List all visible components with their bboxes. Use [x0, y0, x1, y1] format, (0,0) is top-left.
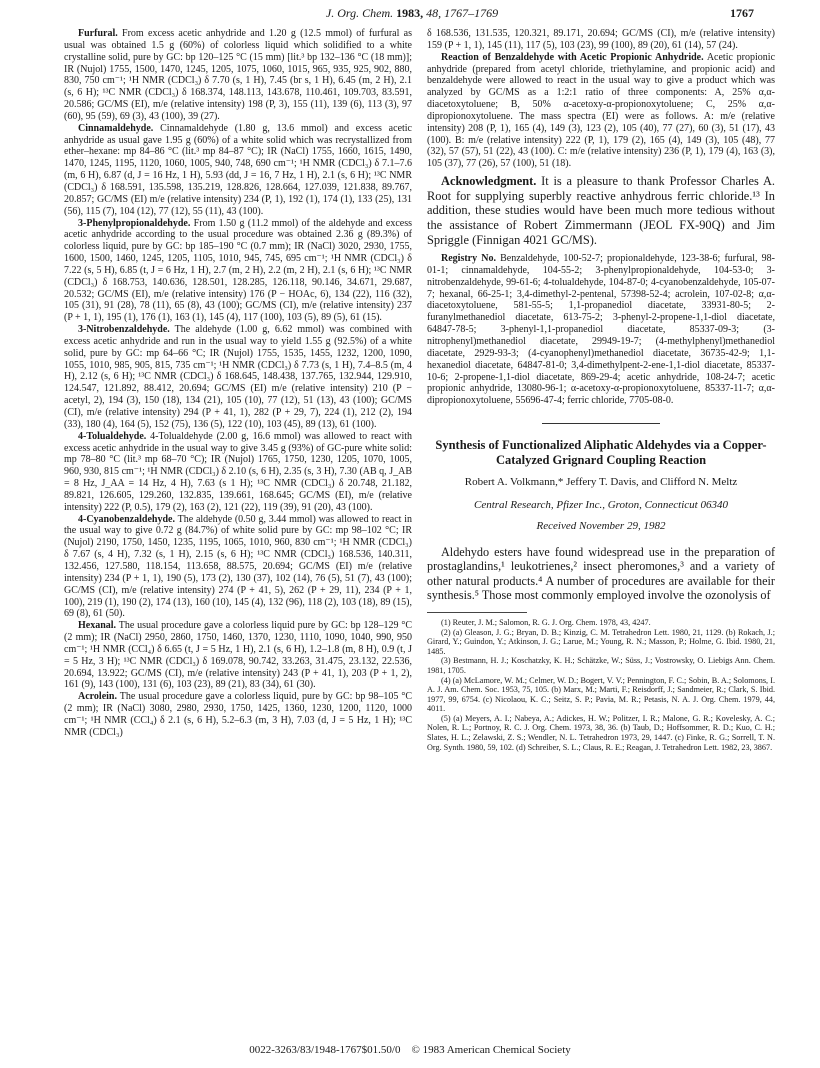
paragraph-heading: Registry No.	[441, 253, 496, 265]
footnote: (5) (a) Meyers, A. I.; Nabeya, A.; Adickes, H. W.; Politzer, I. R.; Malone, G. R.; Kovelesky, A. C.; Nolen, R. L.; Portnoy, R. C. J. Org. Chem. 1973, 38, 36. (b) Taub, D.; Hoffsommer, R. D.; Kuo, C. H.; Slates, H. L.; Zelawski, Z. S.; Wendler, N. L. Tetrahedron 1973, 29, 1447. (c) Finke, R. G.; Sorrell, T. N. Org. Synth. 1980, 59, 102. (d) Schreiber, S. L.; Claus, R. E.; Reagan, J. Tetrahedron Lett. 1982, 23, 3867.	[427, 713, 775, 752]
paragraph-text: 4-Tolualdehyde (2.00 g, 16.6 mmol) was allowed to react with excess acetic anhydride in the usual way to give 3.45 g (93%) of GC-pure white solid: mp 78–80 °C (lit.³ mp 68–70 °C); IR (Nujol) 1765, 1750, 1230, 1205, 1070, 1005, 960, 930, 815 cm⁻¹; ¹H NMR (CDCl₃) δ 2.10 (s, 6 H), 2.35 (s, 3 H), 7.30 (AB q, J_AB = 8 Hz, J_AA = 14 Hz, 4 H), 7.63 (s 1 H); ¹³C NMR (CDCl₃) δ 20.748, 21.182, 89.821, 126.605, 129.260, 132.835, 139.661, 168.645; GC/MS (EI), m/e (relative intensity) 222 (P, 0.5), 179 (2), 163 (2), 121 (22), 119 (39), 91 (20), 43 (100).	[64, 430, 412, 513]
paragraph-heading: Reaction of Benzaldehyde with Acetic Propionic Anhydride.	[441, 51, 704, 63]
paragraph-text: It is a pleasure to thank Professor Charles A. Root for supplying superbly reactive anhydrous ferric chloride.¹³ In addition, these studies would have been much more tedious without the assistance of Robert Zimmermann (JEOL FX-90Q) and Jim Spriggle (Finnigan 4021 GC/MS).	[427, 174, 775, 247]
journal-volume: 48,	[426, 6, 442, 20]
phenylpropionaldehyde-paragraph	[64, 218, 412, 325]
continuation-paragraph: δ 168.536, 131.535, 120.321, 89.171, 20.694; GC/MS (CI), m/e (relative intensity) 159 (P + 1, 1), 145 (11), 117 (5), 103 (23), 99 (100), 89 (20), 61 (14), 57 (24).	[427, 28, 775, 51]
paragraph-heading: 3-Phenylpropionaldehyde.	[78, 217, 191, 229]
footnote: (2) (a) Gleason, J. G.; Bryan, D. B.; Kinzig, C. M. Tetrahedron Lett. 1980, 21, 1129. (b) Rokach, J.; Girard, Y.; Guindon, Y.; Atkinson, J. G.; Larue, M.; Young, R. N.; Masson, P.; Holme, G. Ibid. 1980, 21, 1485.	[427, 627, 775, 656]
paragraph-text: The aldehyde (1.00 g, 6.62 mmol) was combined with excess acetic anhydride and run in the usual way to yield 1.55 g (92.5%) of a white solid, pure by GC: mp 64–66 °C; IR (Nujol) 1755, 1535, 1455, 1232, 1200, 1090, 1055, 1010, 985, 905, 815, 735 cm⁻¹; ¹H NMR (CDCl₃) δ 7.73 (s, 1 H), 7.4–8.5 (m, 4 H), 2.12 (s, 6 H); ¹³C NMR (CDCl₃) δ 168.645, 148.438, 137.765, 132.944, 129.910, 124.547, 121.892, 88.412, 20.694; GC/MS (EI) m/e (relative intensity) 210 (P − acetyl, 2), 194 (3), 150 (18), 134 (21), 105 (10), 77 (12), 51 (13), 43 (100); GC/MS (CI), m/e (relative intensity) 294 (P + 41, 1), 282 (P + 29, 7), 224 (1), 212 (2), 194 (33), 180 (4), 164 (5), 152 (75), 136 (5), 122 (10), 103 (45), 89 (13), 61 (100).	[64, 324, 412, 430]
paragraph-heading: 4-Tolualdehyde.	[78, 430, 147, 442]
journal-name: J. Org. Chem.	[325, 6, 394, 20]
paragraph-heading: Cinnamaldehyde.	[78, 122, 154, 134]
journal-pages: 1767–1769	[444, 6, 499, 20]
section-divider	[542, 423, 660, 424]
right-column	[427, 28, 775, 752]
paragraph-text: Benzaldehyde, 100-52-7; propionaldehyde, 123-38-6; furfural, 98-01-1; cinnamaldehyde, 104-55-2; 3-phenylpropionaldehyde, 104-53-0; 3-nitrobenzaldehyde, 99-61-6; 4-tolualdehyde, 104-87-0; 4-cyanobenzaldehyde, 105-07-7; hexanal, 66-25-1; 3,4-dimethyl-2-pentenal, 57398-52-4; acrolein, 107-02-8; α,α-diacetoxytoluene, 581-55-5; 1,1-propanediol diacetate, 33931-80-5; 2-furanylmethanediol diacetate, 613-75-2; 3-phenyl-2-propene-1,1-diol diacetate, 64847-78-5; 3-phenyl-1,1-propanediol diacetate, 85337-09-3; (3-nitrophenyl)methanediol diacetate, 29949-19-7; (4-methylphenyl)methanediol diacetate, 2929-93-3; (4-cyanophenyl)methanediol diacetate, 36735-42-9; 1,1-hexanediol diacetate, 64847-81-0; 3,4-dimethylpent-2-ene-1,1-diol diacetate, 85337-10-6; 2-propene-1,1-diol diacetate, 869-29-4; acetic anhydride, 108-24-7; acetic propionic anhydride, 13080-96-1; α-acetoxy-α-propionoxytoluene, 85337-11-7; α,α-dipropionoxytoluene, 55696-47-4; ferric chloride, 7705-08-0.	[427, 253, 775, 407]
paragraph-text: The usual procedure gave a colorless liquid pure by GC: bp 128–129 °C (2 mm); IR (NaCl) 2950, 2860, 1750, 1460, 1370, 1230, 1110, 1090, 1040, 990, 950 cm⁻¹; ¹H NMR (CCl₄) δ 6.65 (t, J = 5 Hz, 1 H), 2.1 (s, 6 H), 1.2–1.8 (m, 8 H), 0.9 (t, J = 5 Hz, 3 H); ¹³C NMR (CDCl₃) δ 169.078, 90.742, 33.263, 31.475, 23.132, 22.536, 20.694, 13.922; GC/MS (CI), m/e (relative intensity) 243 (P + 41, 1), 203 (P + 1, 2), 161 (9), 143 (100), 131 (6), 103 (23), 89 (21), 83 (34), 61 (30).	[64, 620, 412, 691]
footnote-divider	[427, 612, 527, 613]
footnote: (1) Reuter, J. M.; Salomon, R. G. J. Org. Chem. 1978, 43, 4247.	[441, 617, 651, 627]
cinnamaldehyde-paragraph	[64, 123, 412, 218]
paragraph-text: The aldehyde (0.50 g, 3.44 mmol) was allowed to react in the usual way to give 0.72 g (84.7%) of white solid pure by GC: mp 98–102 °C; IR (Nujol) 2190, 1750, 1450, 1235, 1195, 1065, 1010, 960, 830 cm⁻¹; ¹H NMR (CDCl₃) δ 7.67 (s, 4 H), 7.32 (s, 1 H), 2.15 (s, 6 H); ¹³C NMR (CDCl₃) 168.536, 140.311, 132.456, 127.580, 118.154, 113.658, 88.575, 20.694; GC/MS (EI) m/e (relative intensity) 234 (P + 1, 1), 190 (5), 173 (2), 130 (37), 102 (14), 76 (5), 51 (7), 43 (100); GC/MS (CI), m/e (relative intensity) 274 (P + 41, 5), 262 (P + 29, 11), 234 (P + 1, 100), 219 (1), 190 (2), 174 (13), 160 (10), 145 (4), 132 (96), 118 (2), 103 (18), 89 (15), 69 (8), 61 (50).	[64, 513, 412, 620]
journal-year: 1983,	[396, 6, 424, 20]
journal-citation	[70, 6, 754, 21]
registry-paragraph	[427, 253, 775, 407]
paragraph-text: Acetic propionic anhydride (prepared from acetyl chloride, triethylamine, and propionic acid) and benzaldehyde were allowed to react in the usual way to give a product which was analyzed by GC/MS as a 1:2:1 ratio of three components: A, 25% α,α-diacetoxytoluene; B, 50% α-acetoxy-α-propionoxytoluene; C, 25% α,α-dipropionoxytoluene. The mass spectra (EI) were as follows. A: m/e (relative intensity) 208 (P, 1), 165 (4), 149 (3), 123 (2), 105 (40), 77 (27), 60 (3), 51 (17), 43 (100). B: m/e (relative intensity) 222 (P, 1), 179 (2), 165 (4), 149 (3), 105 (48), 77 (32), 57 (57), 51 (22), 43 (100). C: m/e (relative intensity) 236 (P, 1), 179 (4), 163 (3), 105 (37), 77 (26), 57 (100), 51 (18).	[427, 51, 776, 170]
paragraph-heading: Acrolein.	[78, 691, 117, 703]
left-column	[64, 28, 412, 739]
affiliation: Central Research, Pfizer Inc., Groton, Connecticut 06340	[474, 498, 728, 511]
paragraph-text: The usual procedure gave a colorless liquid, pure by GC: bp 98–105 °C (2 mm); IR (NaCl) 3080, 2980, 2930, 1750, 1425, 1360, 1230, 1200, 1120, 1000 cm⁻¹; ¹H NMR (CCl₄) δ 2.1 (s, 6 H), 5.2–6.3 (m, 3 H), 7.03 (d, J = 5 Hz, 1 H); ¹³C NMR (CDCl₃)	[64, 691, 413, 738]
authors: Robert A. Volkmann,* Jeffery T. Davis, and Clifford N. Meltz	[464, 476, 738, 489]
page-footer	[0, 1044, 820, 1056]
tolualdehyde-paragraph	[64, 431, 412, 514]
footnote: (4) (a) McLamore, W. M.; Celmer, W. D.; Bogert, V. V.; Pennington, F. C.; Sobin, B. A.; Solomons, I. A. J. Am. Chem. Soc. 1953, 75, 105. (b) Marx, M.; Marti, F.; Reisdorff, J.; Sandmeier, R.; Clark, S. Ibid. 1977, 99, 6754. (c) Nicolaou, K. C.; Seitz, S. P.; Pavia, M. R.; Petasis, N. A. J. Org. Chem. 1979, 44, 4011.	[427, 675, 775, 714]
paragraph-text: From excess acetic anhydride and 1.20 g (12.5 mmol) of furfural as usual was obtained 1.5 g (60%) of colorless liquid which solidified to a white crystalline solid, pure by GC: bp 120–125 °C (15 mm) [lit.³ bp 132–136 °C (18 mm)]; IR (Nujol) 1755, 1500, 1470, 1245, 1205, 1075, 1060, 1015, 965, 935, 925, 902, 880, 830, 750 cm⁻¹; ¹H NMR (CDCl₃) δ 7.70 (s, 1 H), 7.45 (br s, 1 H), 6.45 (m, 2 H), 2.1 (s, 6 H); ¹³C NMR (CDCl₃) δ 168.374, 148.113, 143.678, 110.461, 109.703, 83.591, 20.586; GC/MS (EI), m/e (relative intensity) 198 (P, 3), 155 (11), 139 (6), 113 (3), 97 (60), 95 (59), 69 (3), 43 (100), 39 (27).	[64, 28, 413, 122]
paragraph-heading: Furfural.	[78, 28, 118, 39]
page-header	[70, 6, 754, 24]
article-title: Synthesis of Functionalized Aliphatic Aldehydes via a Copper-Catalyzed Grignard Coupling Reaction	[435, 438, 767, 467]
furfural-paragraph	[64, 28, 412, 123]
hexanal-paragraph	[64, 620, 412, 691]
paragraph-text: Cinnamaldehyde (1.80 g, 13.6 mmol) and excess acetic anhydride as usual gave 1.95 g (60%) of a white solid which was recrystallized from ether–hexane: mp 84–86 °C (lit.³ mp 84–87 °C); IR (NaCl) 1755, 1660, 1615, 1490, 1470, 1245, 1195, 1120, 1060, 1005, 940, 748, 690 cm⁻¹; ¹H NMR (CDCl₃) δ 7.1–7.6 (m, 6 H), 6.87 (d, J = 16 Hz, 1 H), 5.93 (dd, J = 16, 7 Hz, 1 H), 2.1 (s, 6 H); ¹³C NMR (CDCl₃) δ 168.591, 135.598, 135.219, 128.826, 128.664, 127.039, 121.838, 89.767, 20.857; GC/MS (EI) m/e (relative intensity) 234 (P, 1), 192 (1), 174 (1), 133 (25), 131 (56), 115 (7), 104 (12), 77 (12), 55 (11), 43 (100).	[64, 122, 412, 217]
intro-paragraph: Aldehydo esters have found widespread use in the preparation of prostaglandins,¹ leukotrienes,² insect pheromones,³ and a variety of other natural products.⁴ A number of procedures are available for their synthesis.⁵ Those most commonly employed involve the ozonolysis of	[427, 544, 775, 603]
page-number: 1767	[730, 6, 754, 20]
cyanobenzaldehyde-paragraph	[64, 514, 412, 621]
footnote: (3) Bestmann, H. J.; Koschatzky, K. H.; Schätzke, W.; Süss, J.; Vostrowsky, O. Liebigs Ann. Chem. 1981, 1705.	[427, 656, 775, 675]
reaction-paragraph	[427, 52, 775, 170]
paragraph-heading: 3-Nitrobenzaldehyde.	[78, 324, 170, 336]
acknowledgment-paragraph	[427, 174, 775, 247]
paragraph-heading: 4-Cyanobenzaldehyde.	[78, 513, 175, 525]
paragraph-heading: Hexanal.	[78, 620, 117, 632]
received-date: Received November 29, 1982	[536, 519, 666, 532]
copyright-notice: © 1983 American Chemical Society	[411, 1044, 571, 1056]
acrolein-paragraph	[64, 691, 412, 738]
publication-code: 0022-3263/83/1948-1767$01.50/0	[249, 1044, 401, 1056]
nitrobenzaldehyde-paragraph	[64, 324, 412, 431]
paragraph-heading: Acknowledgment.	[441, 174, 537, 189]
paragraph-text: From 1.50 g (11.2 mmol) of the aldehyde and excess acetic anhydride according to the usual procedure was obtained 2.36 g (89.3%) of colorless liquid, pure by GC: bp 185–190 °C (0.7 mm); IR (NaCl) 3020, 2930, 1755, 1600, 1500, 1460, 1245, 1205, 1105, 1010, 945, 745, 695 cm⁻¹; ¹H NMR (CDCl₃) δ 7.22 (s, 5 H), 6.85 (t, J = 6 Hz, 1 H), 2.7 (m, 2 H), 2.2 (m, 2 H), 2.1 (s, 6 H); ¹³C NMR (CDCl₃) δ 168.753, 140.636, 128.501, 128.285, 126.118, 90.146, 34.671, 29.687, 20.532; GC/MS (EI), m/e (relative intensity) 176 (P − HOAc, 6), 134 (22), 116 (32), 105 (31), 91 (28), 78 (11), 65 (8), 43 (100); GC/MS (CI), m/e (relative intensity) 237 (P + 1, 1), 195 (1), 176 (1), 163 (1), 145 (4), 117 (100), 103 (5), 89 (5), 61 (15).	[64, 217, 412, 324]
